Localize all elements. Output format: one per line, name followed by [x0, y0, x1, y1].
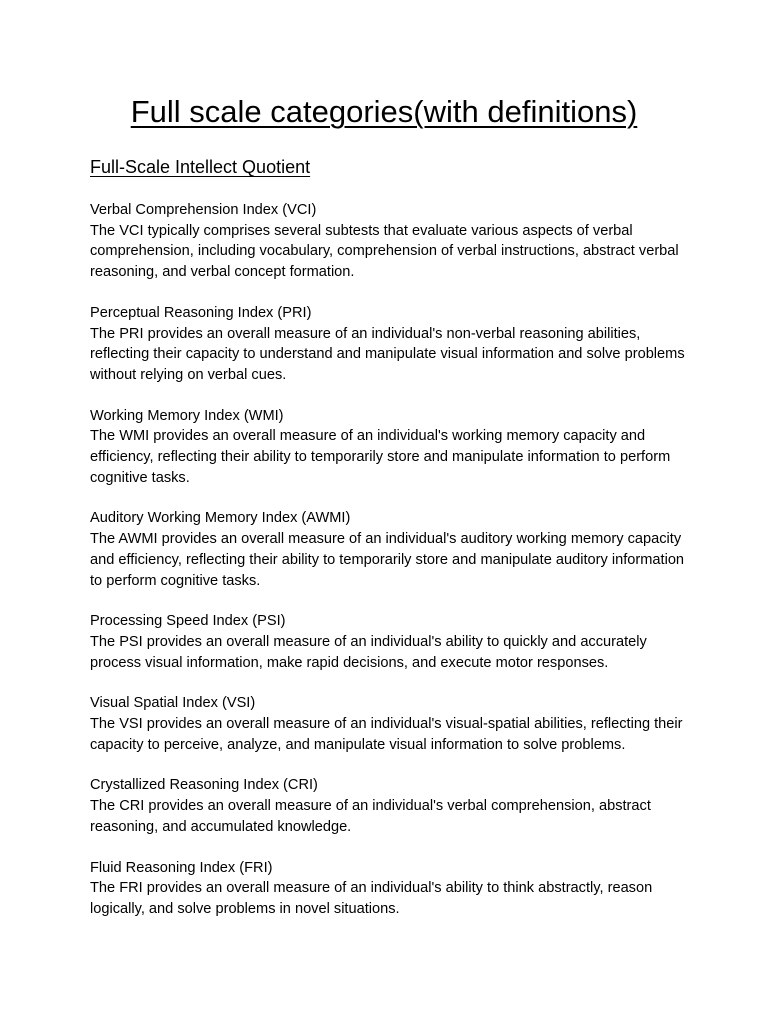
- definition-entry-pri: [90, 303, 690, 386]
- entry-name: Crystallized Reasoning Index (CRI): [90, 777, 318, 794]
- entry-name: Auditory Working Memory Index (AWMI): [90, 510, 351, 527]
- entry-name: Working Memory Index (WMI): [90, 407, 284, 424]
- entry-name: Verbal Comprehension Index (VCI): [90, 202, 317, 218]
- entry-definition: The PSI provides an overall measure of an individual's ability to quickly and accurately process visual information, make rapid decisions, and execute motor responses.: [90, 633, 647, 671]
- definition-list: [90, 200, 690, 940]
- definition-entry-awmi: [90, 508, 690, 591]
- definition-entry-vsi: [90, 693, 690, 755]
- entry-definition: The FRI provides an overall measure of an individual's ability to think abstractly, reason logically, and solve problems in novel situations.: [90, 880, 653, 917]
- definition-entry-cri: [90, 775, 690, 837]
- entry-definition: The PRI provides an overall measure of an individual's non-verbal reasoning abilities, reflecting their capacity to understand and manipulate visual information and solve problems without relying on verbal cues.: [90, 325, 685, 383]
- entry-definition: The VCI typically comprises several subtests that evaluate various aspects of verbal comprehension, including vocabulary, comprehension of verbal instructions, abstract verbal reasoning, and verbal concept formation.: [90, 222, 679, 281]
- entry-name: Perceptual Reasoning Index (PRI): [90, 304, 312, 321]
- entry-definition: The WMI provides an overall measure of an individual's working memory capacity and efficiency, reflecting their ability to temporarily store and manipulate information to perform cognitive tasks.: [90, 428, 671, 486]
- section-heading: Full-Scale Intellect Quotient: [90, 157, 311, 177]
- definition-entry-wmi: [90, 406, 690, 489]
- definition-entry-fri: [90, 858, 690, 920]
- entry-definition: The CRI provides an overall measure of an individual's verbal comprehension, abstract reasoning, and accumulated knowledge.: [90, 798, 651, 835]
- entry-name: Processing Speed Index (PSI): [90, 613, 286, 630]
- definition-entry-vci: [90, 200, 690, 283]
- entry-name: Visual Spatial Index (VSI): [90, 695, 256, 712]
- entry-definition: The VSI provides an overall measure of an individual's visual-spatial abilities, reflecting their capacity to perceive, analyze, and manipulate visual information to solve problems.: [90, 716, 683, 753]
- entry-definition: The AWMI provides an overall measure of an individual's auditory working memory capacity and efficiency, reflecting their ability to temporarily store and manipulate auditory information to perform cognitive tasks.: [90, 531, 685, 589]
- definition-entry-psi: [90, 611, 690, 673]
- page-title: Full scale categories(with definitions): [130, 94, 638, 129]
- entry-name: Fluid Reasoning Index (FRI): [90, 859, 273, 876]
